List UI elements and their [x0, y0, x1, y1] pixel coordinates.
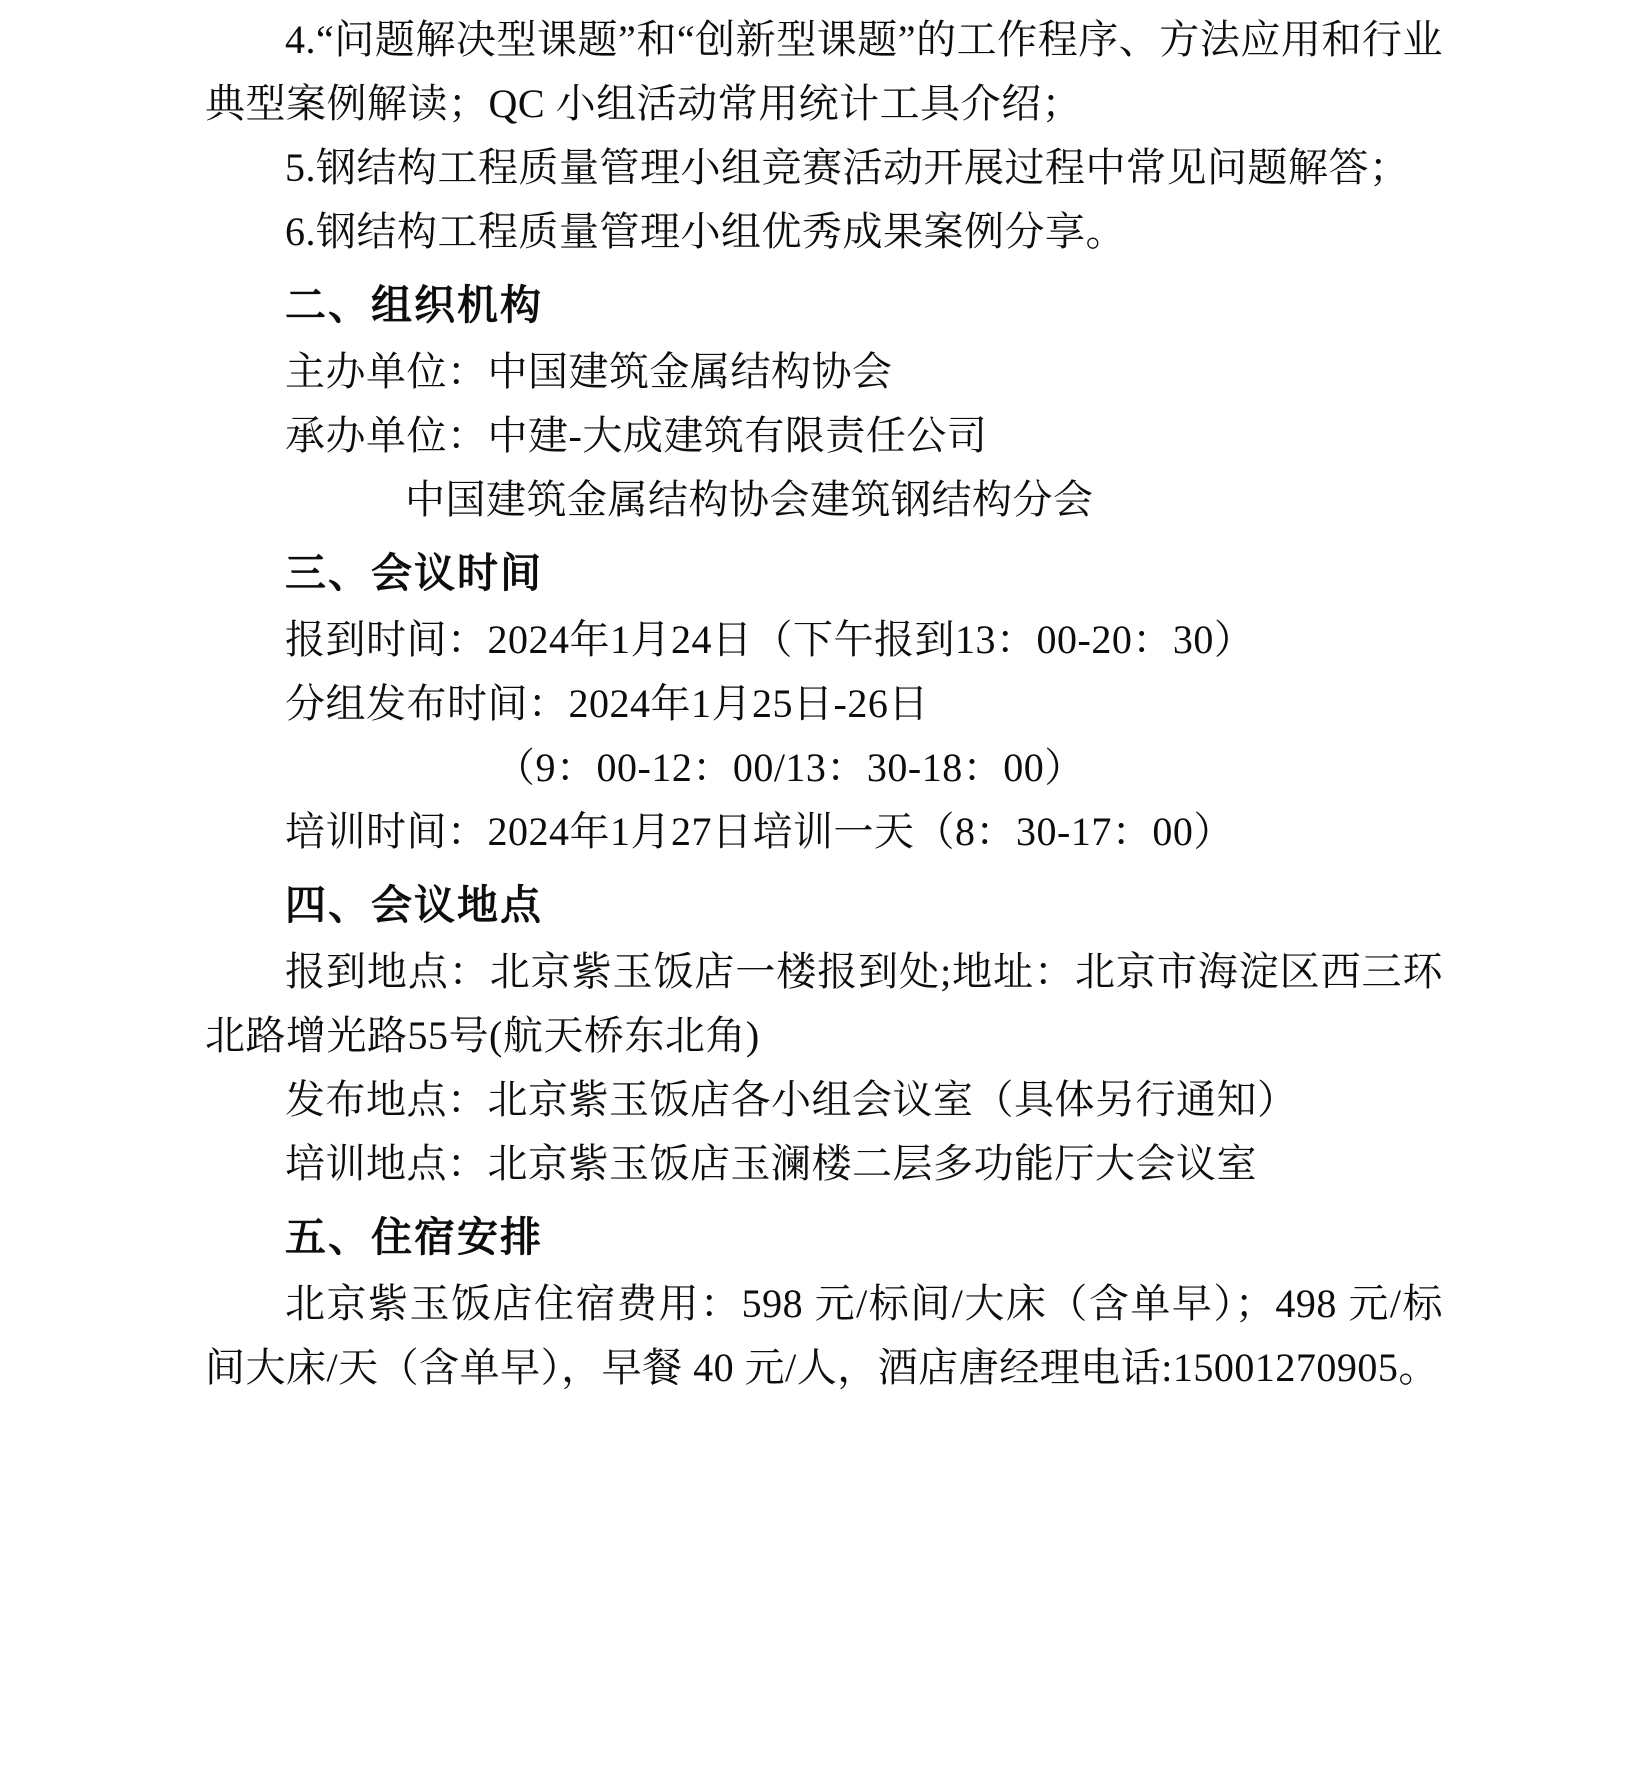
section-heading-meeting-time: 三、会议时间	[285, 549, 543, 597]
document-body	[205, 0, 1443, 1400]
section-heading-meeting-place: 四、会议地点	[285, 881, 543, 929]
paragraph-item-5: 5.钢结构工程质量管理小组竞赛活动开展过程中常见问题解答；	[285, 145, 1410, 190]
paragraph-checkin-time: 报到时间：2024年1月24日（下午报到13：00-20：30）	[285, 617, 1255, 662]
section-heading-organization: 二、组织机构	[285, 281, 543, 329]
paragraph-checkin-place: 报到地点：北京紫玉饭店一楼报到处;地址：北京市海淀区西三环北路增光路55号(航天桥东北角)	[205, 949, 1443, 1058]
section-heading-accommodation: 五、住宿安排	[285, 1213, 543, 1261]
paragraph-group-release-time: 分组发布时间：2024年1月25日-26日	[285, 681, 929, 726]
paragraph-item-6: 6.钢结构工程质量管理小组优秀成果案例分享。	[285, 209, 1126, 254]
paragraph-training-place: 培训地点：北京紫玉饭店玉澜楼二层多功能厅大会议室	[285, 1141, 1257, 1186]
paragraph-group-release-hours: （9：00-12：00/13：30-18：00）	[495, 745, 1085, 790]
paragraph-co-organizer-second: 中国建筑金属结构协会建筑钢结构分会	[405, 477, 1094, 522]
paragraph-co-organizer: 承办单位：中建-大成建筑有限责任公司	[285, 413, 988, 458]
paragraph-release-place: 发布地点：北京紫玉饭店各小组会议室（具体另行通知）	[285, 1077, 1298, 1122]
paragraph-item-4: 4.“问题解决型课题”和“创新型课题”的工作程序、方法应用和行业典型案例解读；QC 小组活动常用统计工具介绍；	[205, 17, 1443, 126]
paragraph-organizer: 主办单位：中国建筑金属结构协会	[285, 349, 893, 394]
paragraph-accommodation: 北京紫玉饭店住宿费用：598 元/标间/大床（含单早）；498 元/标间大床/天（含单早），早餐 40 元/人，酒店唐经理电话:15001270905。	[205, 1281, 1443, 1390]
paragraph-training-time: 培训时间：2024年1月27日培训一天（8：30-17：00）	[285, 809, 1234, 854]
